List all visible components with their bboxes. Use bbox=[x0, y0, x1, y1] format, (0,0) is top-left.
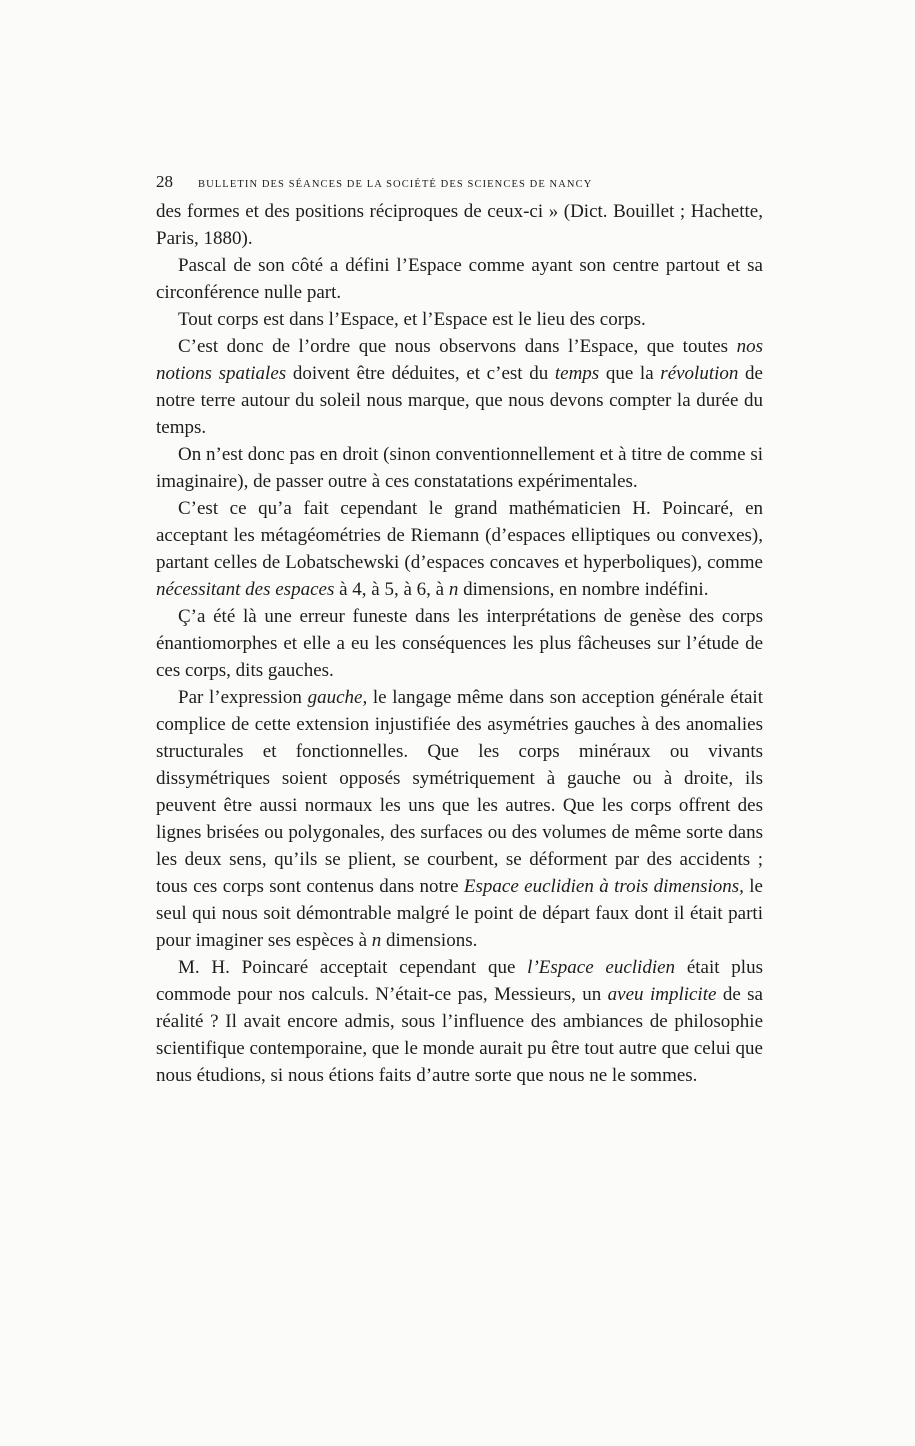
running-title: BULLETIN DES SÉANCES DE LA SOCIÉTÉ DES SCIENCES DE NANCY bbox=[198, 179, 593, 190]
paragraph bbox=[156, 306, 763, 333]
text-run: que la bbox=[599, 363, 661, 384]
text-run: M. H. Poincaré acceptait cependant que bbox=[178, 957, 528, 978]
text-run: Par l’expression bbox=[178, 687, 308, 708]
text-run: Ç’a été là une erreur funeste dans les interprétations de genèse des corps énantiomorphes et elle a eu les conséquences les plus fâcheuses sur l’étude de ces corps, dits gauches. bbox=[156, 606, 763, 681]
italic-text: n bbox=[371, 930, 382, 951]
text-run: dimensions. bbox=[381, 930, 478, 951]
paragraph bbox=[156, 954, 763, 1089]
paragraph bbox=[156, 198, 763, 252]
italic-text: nécessitant des espaces bbox=[156, 579, 335, 600]
document-page bbox=[156, 172, 763, 1089]
body-text bbox=[156, 198, 763, 1089]
paragraph bbox=[156, 333, 763, 441]
paragraph bbox=[156, 252, 763, 306]
text-run: des formes et des positions réciproques de ceux-ci » (Dict. Bouillet ; Hachette, Paris, 1880). bbox=[156, 201, 763, 249]
italic-text: gauche, bbox=[307, 687, 368, 708]
text-run: C’est ce qu’a fait cependant le grand mathématicien H. Poincaré, en acceptant les métagéométries de Riemann (d’espaces elliptiques ou convexes), partant celles de Lobatschewski (d’espaces concaves et hyperboliques), comme bbox=[156, 498, 763, 573]
paragraph bbox=[156, 495, 763, 603]
text-run: dimensions, en nombre indéfini. bbox=[458, 579, 709, 600]
paragraph bbox=[156, 603, 763, 684]
italic-text: n bbox=[448, 579, 459, 600]
text-run: était plus commode pour nos calculs. N’était-ce pas, Messieurs, un bbox=[156, 957, 763, 1005]
text-run: le seul qui nous soit démontrable malgré le point de départ faux dont il était parti pour imaginer ses espèces à bbox=[156, 876, 763, 951]
page-header bbox=[156, 172, 763, 192]
text-run: Tout corps est dans l’Espace, et l’Espace est le lieu des corps. bbox=[178, 309, 646, 330]
italic-text: temps bbox=[554, 363, 600, 384]
italic-text: aveu implicite bbox=[607, 984, 717, 1005]
text-run: C’est donc de l’ordre que nous observons dans l’Espace, que toutes bbox=[178, 336, 737, 357]
italic-text: l’Espace euclidien bbox=[527, 957, 676, 978]
text-run: doivent être déduites, et c’est du bbox=[286, 363, 555, 384]
paragraph bbox=[156, 441, 763, 495]
text-run: le langage même dans son acception générale était complice de cette extension injustifiée des asymétries gauches à des anomalies structurales et fonctionnelles. Que les corps minéraux ou vivants dissymétriques soient opposés symétriquement à gauche ou à droite, ils peuvent être aussi normaux les uns que les autres. Que les corps offrent des lignes brisées ou polygonales, des surfaces ou des volumes de même sorte dans les deux sens, qu’ils se plient, se courbent, se déforment par des accidents ; tous ces corps sont contenus dans notre bbox=[156, 687, 763, 897]
text-run: de notre terre autour du soleil nous marque, que nous devons compter la durée du temps. bbox=[156, 363, 763, 438]
text-run: Pascal de son côté a défini l’Espace comme ayant son centre partout et sa circonférence nulle part. bbox=[156, 255, 763, 303]
page-number: 28 bbox=[156, 172, 173, 191]
paragraph bbox=[156, 684, 763, 954]
text-run: à 4, à 5, à 6, à bbox=[334, 579, 449, 600]
text-run: de sa réalité ? Il avait encore admis, sous l’influence des ambiances de philosophie scientifique contemporaine, que le monde aurait pu être tout autre que celui que nous étudions, si nous étions faits d’autre sorte que nous ne le sommes. bbox=[156, 984, 763, 1086]
italic-text: nos notions spatiales bbox=[156, 336, 763, 384]
italic-text: Espace euclidien à trois dimensions, bbox=[463, 876, 744, 897]
text-run: On n’est donc pas en droit (sinon conventionnellement et à titre de comme si imaginaire), de passer outre à ces constatations expérimentales. bbox=[156, 444, 763, 492]
italic-text: révolution bbox=[660, 363, 739, 384]
